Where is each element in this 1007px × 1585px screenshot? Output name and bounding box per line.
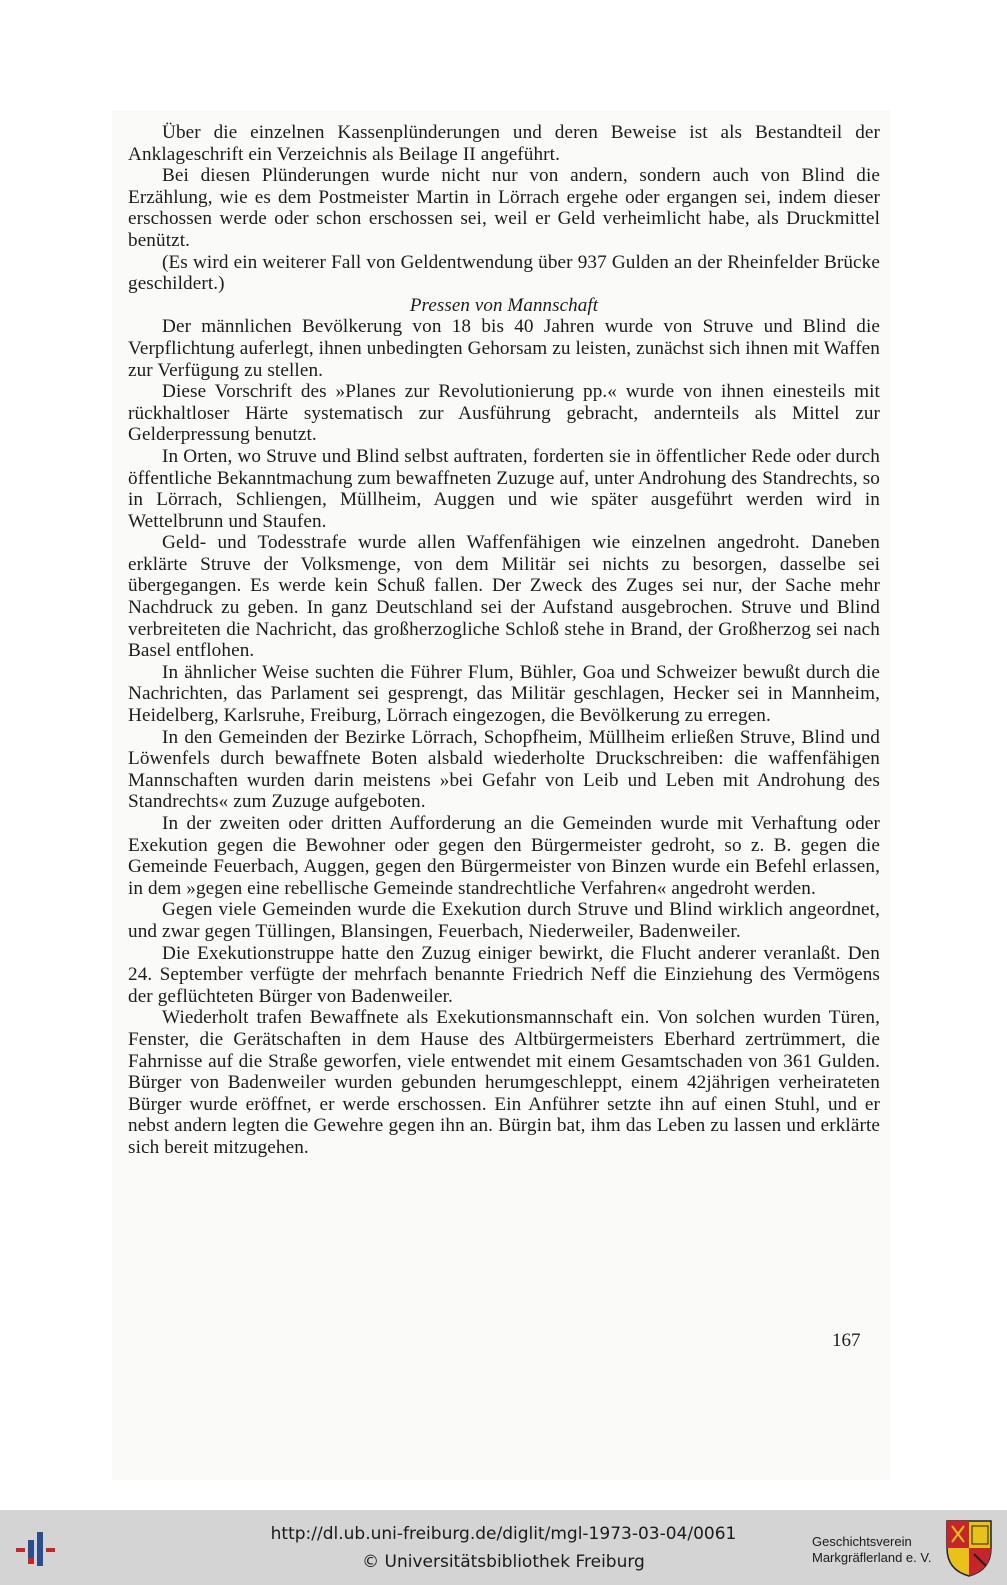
- paragraph: Diese Vorschrift des »Planes zur Revolutionierung pp.« wurde von ihnen einesteils mit rückhaltloser Härte systematisch zur Ausführung gebracht, andernteils als Mittel zur Gelderpressung benutzt.: [128, 381, 880, 446]
- paragraph: Geld- und Todesstrafe wurde allen Waffenfähigen wie einzelnen angedroht. Daneben erklärte Struve der Volksmenge, von dem Militär sei nichts zu besorgen, dasselbe sei übergegangen. Es werde kein Schuß fallen. Der Zweck des Zuges sei nur, der Sache mehr Nachdruck zu geben. In ganz Deutschland sei der Aufstand ausgebrochen. Struve und Blind verbreiteten die Nachricht, das großherzogliche Schloß stehe in Brand, der Großherzog sei nach Basel entflohen.: [128, 532, 880, 662]
- paragraph: Bei diesen Plünderungen wurde nicht nur von andern, sondern auch von Blind die Erzählung, wie es dem Postmeister Martin in Lörrach ergehe oder ergangen sei, indem dieser erschossen werde oder schon erschossen sei, weil er Geld verheimlicht habe, als Druckmittel benützt.: [128, 165, 880, 251]
- paragraph: Der männlichen Bevölkerung von 18 bis 40 Jahren wurde von Struve und Blind die Verpflichtung auferlegt, ihnen unbedingten Gehorsam zu leisten, zunächst sich ihnen mit Waffen zur Verfügung zu stellen.: [128, 316, 880, 381]
- page-text: [128, 122, 880, 1159]
- society-line-2: Markgräflerland e. V.: [812, 1550, 932, 1565]
- coat-of-arms-icon[interactable]: [944, 1518, 994, 1578]
- paragraph: Wiederholt trafen Bewaffnete als Exekutionsmannschaft ein. Von solchen wurden Türen, Fenster, die Gerätschaften in dem Hause des Altbürgermeisters Eberhard zertrümmert, die Fahrnisse auf die Straße geworfen, viele entwendet mit einem Gesamtschaden von 361 Gulden. Bürger von Badenweiler wurden gebunden herumgeschleppt, einem 42jährigen verheirateten Bürger wurde eröffnet, er werde erschossen. Ein Anführer setzte ihn auf einen Stuhl, und er nebst andern legten die Gewehre gegen ihn an. Bürgin bat, ihm das Leben zu lassen und erklärte sich bereit mitzugehen.: [128, 1007, 880, 1158]
- paragraph: In den Gemeinden der Bezirke Lörrach, Schopfheim, Müllheim erließen Struve, Blind und Löwenfels durch bewaffnete Boten alsbald wiederholte Druckschreiben: die waffenfähigen Mannschaften wurden darin meistens »bei Gefahr von Leib und Leben mit Androhung des Standrechts« zum Zuzuge aufgeboten.: [128, 726, 880, 813]
- society-name: [812, 1534, 932, 1566]
- footer-bar: [0, 1510, 1007, 1585]
- paragraph: Über die einzelnen Kassenplünderungen und deren Beweise ist als Bestandteil der Anklageschrift ein Verzeichnis als Beilage II angeführt.: [128, 122, 880, 165]
- copyright-notice: © Universitätsbibliothek Freiburg: [362, 1552, 645, 1572]
- paragraph: In der zweiten oder dritten Aufforderung an die Gemeinden wurde mit Verhaftung oder Exekution gegen die Bewohner oder gegen den Bürgermeister gedroht, so z. B. gegen die Gemeinde Feuerbach, Auggen, gegen den Bürgermeister von Binzen wurde ein Befehl erlassen, in dem »gegen eine rebellische Gemeinde standrechtliche Verfahren« angedroht werden.: [128, 813, 880, 899]
- page-number: 167: [832, 1330, 861, 1351]
- paragraph: Gegen viele Gemeinden wurde die Exekution durch Struve und Blind wirklich angeordnet, und zwar gegen Tüllingen, Blansingen, Feuerbach, Niederweiler, Badenweiler.: [128, 899, 880, 942]
- society-line-1: Geschichtsverein: [812, 1534, 912, 1549]
- permalink-url[interactable]: http://dl.ub.uni-freiburg.de/diglit/mgl-1973-03-04/0061: [270, 1524, 737, 1544]
- paragraph: (Es wird ein weiterer Fall von Geldentwendung über 937 Gulden an der Rheinfelder Brücke geschildert.): [128, 251, 880, 295]
- section-heading: Pressen von Mannschaft: [409, 294, 599, 316]
- paragraph: Die Exekutionstruppe hatte den Zuzug einiger bewirkt, die Flucht anderer veranlaßt. Den 24. September verfügte der mehrfach benannte Friedrich Neff die Einziehung des Vermögens der geflüchteten Bürger von Badenweiler.: [128, 942, 880, 1007]
- paragraph: In Orten, wo Struve und Blind selbst auftraten, forderten sie in öffentlicher Rede oder durch öffentliche Bekanntmachung zum bewaffneten Zuzuge auf, unter Androhung des Standrechts, so in Lörrach, Schliengen, Müllheim, Auggen und wie später ausgeführt werden wird in Wettelbrunn und Staufen.: [128, 445, 880, 532]
- paragraph: In ähnlicher Weise suchten die Führer Flum, Bühler, Goa und Schweizer bewußt durch die Nachrichten, das Parlament sei gesprengt, das Militär geschlagen, Hecker sei in Mannheim, Heidelberg, Karlsruhe, Freiburg, Lörrach eingezogen, die Bevölkerung zu erregen.: [128, 661, 880, 727]
